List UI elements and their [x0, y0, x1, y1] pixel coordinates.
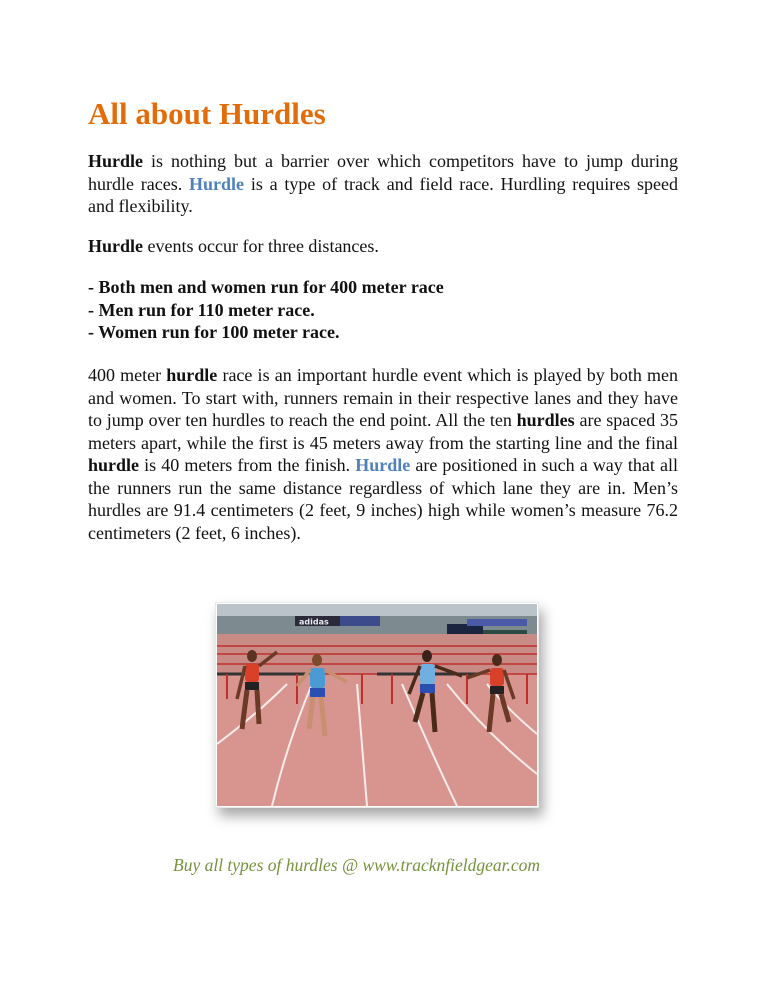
keyword-hurdle-blue: Hurdle	[189, 173, 245, 194]
store-link-caption: Buy all types of hurdles @ www.tracknfieldgear.com	[173, 855, 541, 875]
paragraph-text: events occur for three distances.	[143, 236, 379, 256]
hurdle-race-image	[217, 604, 537, 806]
paragraph-text: 400 meter	[88, 365, 167, 385]
page-title: All about Hurdles	[88, 96, 326, 131]
hurdles-photo	[217, 604, 537, 806]
keyword-hurdle: Hurdle	[88, 151, 144, 171]
list-item: - Both men and women run for 400 meter race	[88, 277, 444, 297]
details-paragraph	[88, 364, 678, 544]
paragraph-text: are positioned in such a way that all the runners run the same distance regardless of which lane they are in. Men’s hurdles are 91.4 centimeters (2 feet, 9 inches) high while women’s measure 76.2 centimeters (2 feet, 6 inches).	[88, 455, 678, 543]
events-paragraph	[88, 235, 678, 258]
paragraph-text: is nothing but a barrier over which competitors have to jump during hurdle races.	[88, 151, 678, 194]
paragraph-text: are spaced 35 meters apart, while the first is 45 meters away from the starting line and the final	[88, 410, 678, 453]
svg-text:adidas: adidas	[299, 617, 329, 627]
paragraph-text: race is an important hurdle event which is played by both men and women. To start with, runners remain in their respective lanes and they have to jump over ten hurdles to reach the end point. All the ten	[88, 365, 678, 430]
keyword-hurdles: hurdles	[516, 410, 575, 430]
keyword-hurdle: hurdle	[88, 455, 140, 475]
intro-paragraph	[88, 150, 678, 218]
hurdles-photo-frame	[215, 602, 539, 808]
keyword-hurdle-blue: Hurdle	[355, 455, 411, 475]
paragraph-text: is a type of track and field race. Hurdling requires speed and flexibility.	[88, 173, 679, 216]
paragraph-text: is 40 meters from the finish.	[139, 455, 356, 475]
list-item: - Women run for 100 meter race.	[88, 322, 340, 342]
distance-list	[88, 276, 678, 344]
keyword-hurdle: Hurdle	[88, 236, 144, 256]
list-item: - Men run for 110 meter race.	[88, 299, 315, 320]
keyword-hurdle: hurdle	[166, 365, 218, 385]
